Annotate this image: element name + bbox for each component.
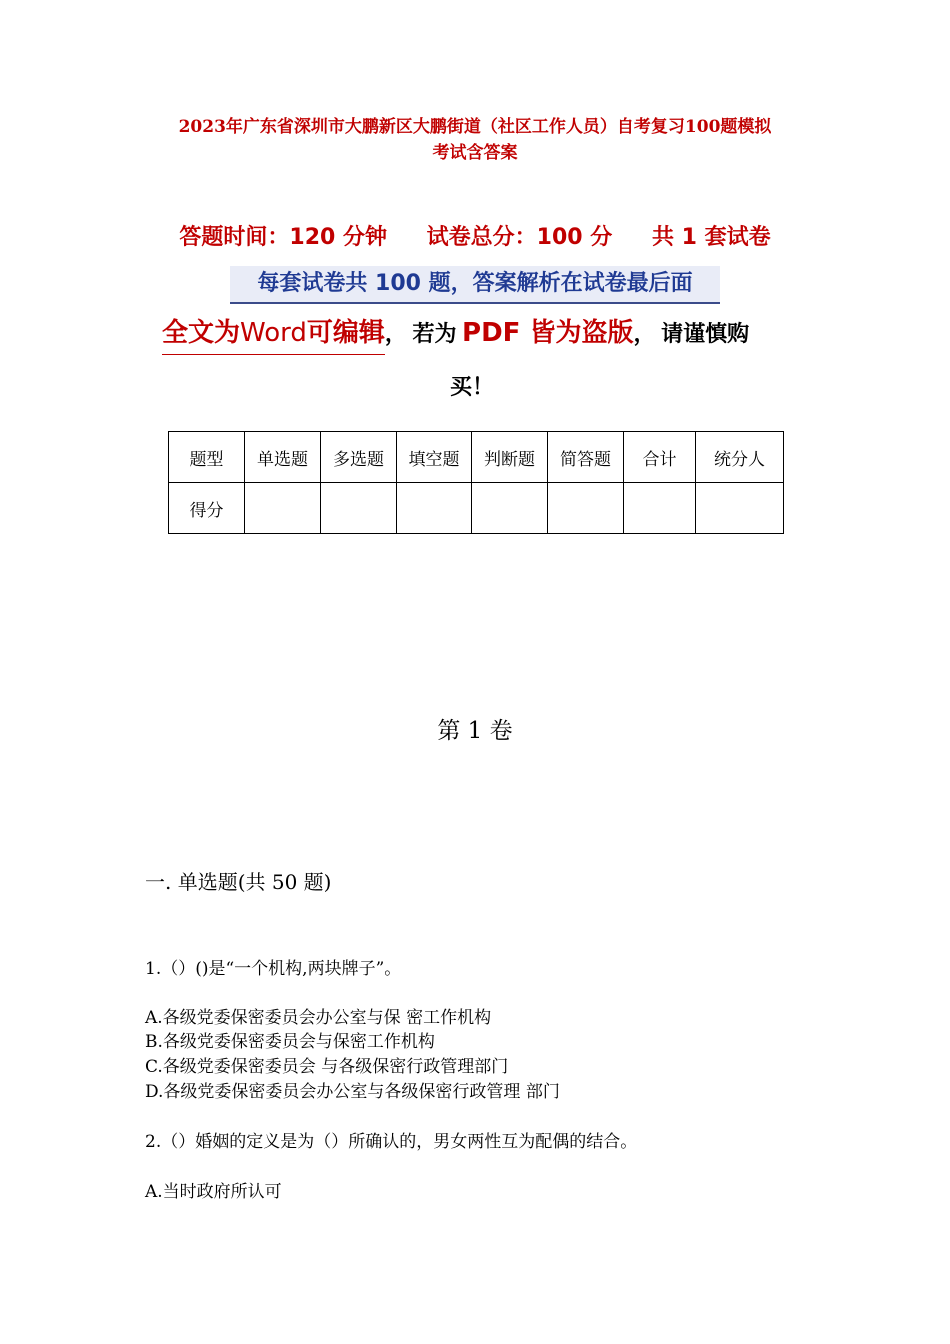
score-header-cell: 合计 <box>624 432 696 483</box>
score-header-cell: 多选题 <box>321 432 397 483</box>
question-stem: 1.（）()是“一个机构,两块牌子”。 <box>145 959 402 979</box>
exam-time: 答题时间：120 分钟 <box>179 225 387 250</box>
score-table <box>168 431 784 534</box>
word-prefix: 全文为 <box>162 318 241 348</box>
caution-text: 请谨慎购 <box>661 322 750 347</box>
score-cell[interactable] <box>397 483 472 534</box>
document-title <box>120 114 830 166</box>
pdf-piracy-note: PDF 皆为盗版 <box>462 318 634 348</box>
if-text: 若为 <box>412 322 457 347</box>
score-cell[interactable] <box>321 483 397 534</box>
question-stem: 2.（）婚姻的定义是为（）所确认的，男女两性互为配偶的结合。 <box>145 1132 638 1152</box>
word-suffix: 可编辑 <box>306 318 385 348</box>
word-label: Word <box>240 318 307 348</box>
score-header-cell: 统分人 <box>696 432 784 483</box>
score-table-header-row <box>169 432 784 483</box>
question-option: A.当时政府所认可 <box>145 1182 282 1202</box>
score-header-cell: 判断题 <box>472 432 548 483</box>
score-header-cell: 填空题 <box>397 432 472 483</box>
score-cell[interactable] <box>472 483 548 534</box>
question-option: D.各级党委保密委员会办公室与各级保密行政管理 部门 <box>145 1082 560 1102</box>
exam-paper-count: 共 1 套试卷 <box>651 225 771 250</box>
score-cell[interactable] <box>245 483 321 534</box>
title-line-1: 2023年广东省深圳市大鹏新区大鹏街道（社区工作人员）自考复习100题模拟 <box>178 117 772 137</box>
answer-notice: 每套试卷共 100 题，答案解析在试卷最后面 <box>230 266 720 304</box>
volume-title: 第 1 卷 <box>437 718 513 744</box>
word-editable-note <box>162 318 385 355</box>
score-row-label: 得分 <box>169 483 245 534</box>
comma-2: ， <box>633 322 656 347</box>
question-option: A.各级党委保密委员会办公室与保 密工作机构 <box>145 1008 492 1028</box>
score-cell[interactable] <box>624 483 696 534</box>
score-header-cell: 题型 <box>169 432 245 483</box>
copyright-notice <box>162 312 749 349</box>
question-option: C.各级党委保密委员会 与各级保密行政管理部门 <box>145 1057 509 1077</box>
buy-text: 买！ <box>450 375 495 400</box>
exam-info <box>60 220 890 251</box>
score-header-cell: 简答题 <box>548 432 624 483</box>
score-header-cell: 单选题 <box>245 432 321 483</box>
question-option: B.各级党委保密委员会与保密工作机构 <box>145 1032 435 1052</box>
title-line-2: 考试含答案 <box>432 143 518 163</box>
section-title: 一. 单选题(共 50 题) <box>145 870 332 894</box>
score-cell[interactable] <box>696 483 784 534</box>
score-table-row <box>169 483 784 534</box>
score-cell[interactable] <box>548 483 624 534</box>
exam-total-score: 试卷总分：100 分 <box>426 225 613 250</box>
comma-1: ， <box>384 322 407 347</box>
